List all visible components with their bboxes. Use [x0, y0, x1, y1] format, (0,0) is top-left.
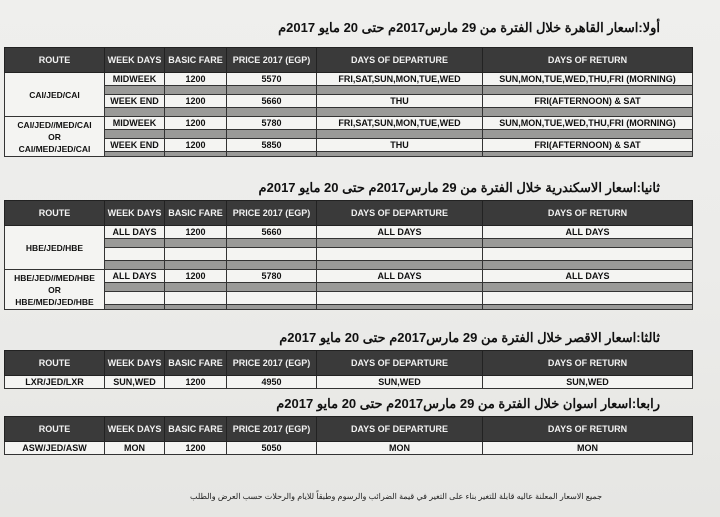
basic-fare-cell: 1200	[165, 442, 227, 455]
col-departure: DAYS OF DEPARTURE	[317, 201, 483, 226]
col-route: ROUTE	[5, 417, 105, 442]
col-departure: DAYS OF DEPARTURE	[317, 351, 483, 376]
col-departure: DAYS OF DEPARTURE	[317, 48, 483, 73]
table-row	[5, 139, 693, 152]
section3-title: ثالثا:اسعار الاقصر خلال الفترة من 29 مارس2017م حتى 20 مايو 2017م	[279, 330, 660, 345]
price-cell: 5570	[227, 73, 317, 86]
route-line: HBE/MED/JED/HBE	[15, 296, 94, 307]
return-cell: SUN,MON,TUE,WED,THU,FRI (MORNING)	[483, 117, 693, 130]
section1-title: أولا:اسعار القاهرة خلال الفترة من 29 مارس2017م حتى 20 مايو 2017م	[278, 20, 660, 35]
table-row	[5, 442, 693, 455]
week-days-cell: ALL DAYS	[105, 226, 165, 239]
table-row	[5, 376, 693, 389]
route-cell: HBE/JED/HBE	[5, 226, 105, 270]
footnote: جميع الاسعار المعلنة عاليه قابلة للتغير بناء على التغير في قيمة الضرائب والرسوم وطبقاً للايام والرحلات حسب العرض والطلب	[190, 492, 603, 501]
col-week-days: WEEK DAYS	[105, 351, 165, 376]
price-cell: 5780	[227, 117, 317, 130]
price-cell: 5660	[227, 95, 317, 108]
route-line: CAI/MED/JED/CAI	[18, 143, 91, 154]
departure-cell: FRI,SAT,SUN,MON,TUE,WED	[317, 73, 483, 86]
route-cell: LXR/JED/LXR	[5, 376, 105, 389]
return-cell: ALL DAYS	[483, 270, 693, 283]
col-price: PRICE 2017 (EGP)	[227, 351, 317, 376]
section4-title: رابعا:اسعار اسوان خلال الفترة من 29 مارس2017م حتى 20 مايو 2017م	[276, 396, 660, 411]
route-line: HBE/JED//MED/HBE	[14, 272, 95, 283]
basic-fare-cell: 1200	[165, 95, 227, 108]
col-price: PRICE 2017 (EGP)	[227, 417, 317, 442]
col-return: DAYS OF RETURN	[483, 48, 693, 73]
departure-cell: FRI,SAT,SUN,MON,TUE,WED	[317, 117, 483, 130]
return-cell: FRI(AFTERNOON) & SAT	[483, 139, 693, 152]
table-row	[5, 73, 693, 86]
col-return: DAYS OF RETURN	[483, 417, 693, 442]
table-header-row	[5, 48, 693, 73]
price-cell: 5660	[227, 226, 317, 239]
blank-row	[5, 248, 693, 261]
departure-cell: ALL DAYS	[317, 226, 483, 239]
basic-fare-cell: 1200	[165, 73, 227, 86]
route-or: OR	[48, 284, 61, 295]
aswan-fares-table	[4, 416, 693, 455]
col-basic-fare: BASIC FARE	[165, 201, 227, 226]
route-cell: CAI/JED/CAI	[5, 73, 105, 117]
blank-row	[5, 292, 693, 305]
spacer-row	[5, 130, 693, 139]
price-cell: 5850	[227, 139, 317, 152]
col-basic-fare: BASIC FARE	[165, 48, 227, 73]
price-cell: 5780	[227, 270, 317, 283]
departure-cell: THU	[317, 139, 483, 152]
departure-cell: THU	[317, 95, 483, 108]
luxor-fares-table	[4, 350, 693, 389]
return-cell: MON	[483, 442, 693, 455]
week-days-cell: MIDWEEK	[105, 73, 165, 86]
table-header-row	[5, 201, 693, 226]
week-days-cell: MIDWEEK	[105, 117, 165, 130]
col-week-days: WEEK DAYS	[105, 201, 165, 226]
spacer-row	[5, 305, 693, 310]
col-basic-fare: BASIC FARE	[165, 417, 227, 442]
col-return: DAYS OF RETURN	[483, 351, 693, 376]
route-or: OR	[48, 131, 61, 142]
basic-fare-cell: 1200	[165, 139, 227, 152]
route-cell	[5, 270, 105, 310]
table-row	[5, 95, 693, 108]
return-cell: FRI(AFTERNOON) & SAT	[483, 95, 693, 108]
spacer-row	[5, 261, 693, 270]
spacer-row	[5, 108, 693, 117]
basic-fare-cell: 1200	[165, 376, 227, 389]
spacer-row	[5, 283, 693, 292]
departure-cell: MON	[317, 442, 483, 455]
col-week-days: WEEK DAYS	[105, 48, 165, 73]
basic-fare-cell: 1200	[165, 270, 227, 283]
table-row	[5, 270, 693, 283]
table-header-row	[5, 417, 693, 442]
route-cell	[5, 117, 105, 157]
col-price: PRICE 2017 (EGP)	[227, 48, 317, 73]
return-cell: SUN,MON,TUE,WED,THU,FRI (MORNING)	[483, 73, 693, 86]
col-route: ROUTE	[5, 48, 105, 73]
week-days-cell: WEEK END	[105, 95, 165, 108]
col-price: PRICE 2017 (EGP)	[227, 201, 317, 226]
table-header-row	[5, 351, 693, 376]
spacer-row	[5, 239, 693, 248]
basic-fare-cell: 1200	[165, 117, 227, 130]
basic-fare-cell: 1200	[165, 226, 227, 239]
route-line: CAI/JED//MED/CAI	[17, 119, 92, 130]
section2-title: ثانيا:اسعار الاسكندرية خلال الفترة من 29 مارس2017م حتى 20 مايو 2017م	[258, 180, 660, 195]
col-route: ROUTE	[5, 351, 105, 376]
spacer-row	[5, 152, 693, 157]
col-route: ROUTE	[5, 201, 105, 226]
route-cell: ASW/JED/ASW	[5, 442, 105, 455]
departure-cell: SUN,WED	[317, 376, 483, 389]
spacer-row	[5, 86, 693, 95]
col-week-days: WEEK DAYS	[105, 417, 165, 442]
col-departure: DAYS OF DEPARTURE	[317, 417, 483, 442]
week-days-cell: ALL DAYS	[105, 270, 165, 283]
cairo-fares-table	[4, 47, 693, 157]
price-cell: 5050	[227, 442, 317, 455]
price-cell: 4950	[227, 376, 317, 389]
col-basic-fare: BASIC FARE	[165, 351, 227, 376]
week-days-cell: MON	[105, 442, 165, 455]
return-cell: ALL DAYS	[483, 226, 693, 239]
week-days-cell: WEEK END	[105, 139, 165, 152]
table-row	[5, 226, 693, 239]
alexandria-fares-table	[4, 200, 693, 310]
departure-cell: ALL DAYS	[317, 270, 483, 283]
return-cell: SUN,WED	[483, 376, 693, 389]
table-row	[5, 117, 693, 130]
col-return: DAYS OF RETURN	[483, 201, 693, 226]
week-days-cell: SUN,WED	[105, 376, 165, 389]
